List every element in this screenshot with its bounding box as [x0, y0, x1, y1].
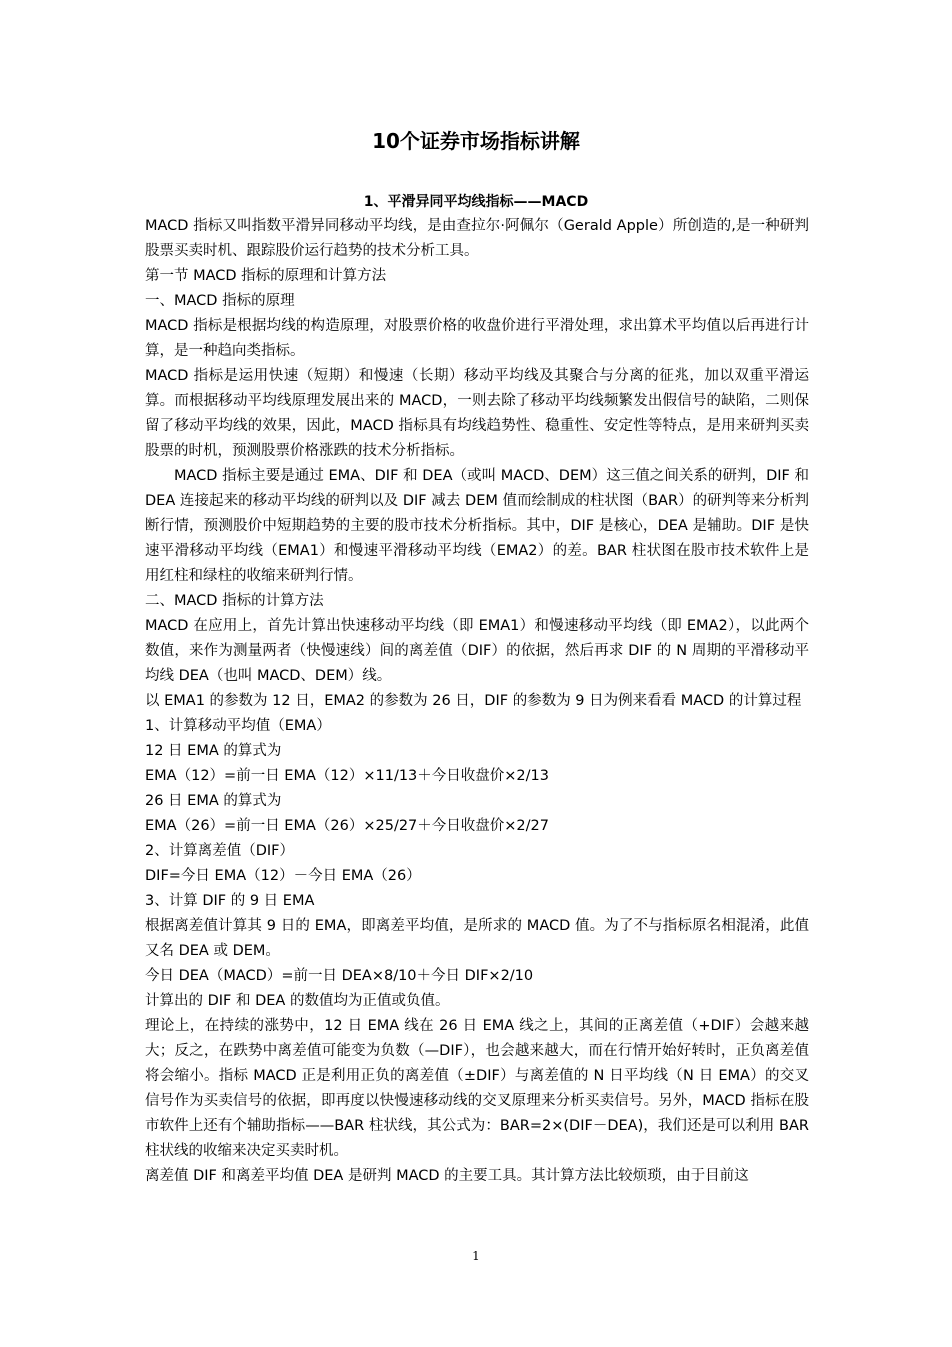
paragraph: MACD 指标是运用快速（短期）和慢速（长期）移动平均线及其聚合与分离的征兆，加以双重平滑运算。而根据移动平均线原理发展出来的 MACD，一则去除了移动平均线频繁发出假信号的缺陷，二则保留了移动平均线的效果，因此，MACD 指标具有均线趋势性、稳重性、安定性等特点，是用来研判买卖股票的时机，预测股票价格涨跌的技术分析指标。	[145, 368, 809, 459]
document-title: 10个证券市场指标讲解	[372, 129, 580, 153]
section-heading: 1、平滑异同平均线指标——MACD	[363, 194, 589, 210]
paragraph: 二、MACD 指标的计算方法	[145, 593, 324, 609]
paragraph: MACD 指标是根据均线的构造原理，对股票价格的收盘价进行平滑处理，求出算术平均值以后再进行计算，是一种趋向类指标。	[145, 318, 809, 359]
paragraph: 12 日 EMA 的算式为	[145, 743, 282, 759]
paragraph: 理论上，在持续的涨势中，12 日 EMA 线在 26 日 EMA 线之上，其间的正离差值（+DIF）会越来越大；反之，在跌势中离差值可能变为负数（—DIF），也会越来越大，而在行情开始好转时，正负离差值将会缩小。指标 MACD 正是利用正负的离差值（±DIF）与离差值的 N 日平均线（N 日 EMA）的交叉信号作为买卖信号的依据，即再度以快慢速移动线的交叉原理来分析买卖信号。另外，MACD 指标在股市软件上还有个辅助指标——BAR 柱状线，其公式为：BAR=2×(DIF－DEA)，我们还是可以利用 BAR 柱状线的收缩来决定买卖时机。	[145, 1018, 809, 1159]
paragraph: 第一节 MACD 指标的原理和计算方法	[145, 268, 387, 284]
paragraph: MACD 指标主要是通过 EMA、DIF 和 DEA（或叫 MACD、DEM）这三值之间关系的研判，DIF 和 DEA 连接起来的移动平均线的研判以及 DIF 减去 DEM 值而绘制成的柱状图（BAR）的研判等来分析判断行情，预测股价中短期趋势的主要的股市技术分析指标。其中，DIF 是核心，DEA 是辅助。DIF 是快速平滑移动平均线（EMA1）和慢速平滑移动平均线（EMA2）的差。BAR 柱状图在股市技术软件上是用红柱和绿柱的收缩来研判行情。	[145, 468, 809, 584]
page-number: 1	[472, 1249, 480, 1263]
paragraph: 离差值 DIF 和离差平均值 DEA 是研判 MACD 的主要工具。其计算方法比较烦琐，由于目前这	[145, 1168, 749, 1184]
paragraph: 根据离差值计算其 9 日的 EMA，即离差平均值，是所求的 MACD 值。为了不与指标原名相混淆，此值又名 DEA 或 DEM。	[145, 918, 809, 959]
paragraph: 2、计算离差值（DIF）	[145, 843, 295, 859]
paragraph: 26 日 EMA 的算式为	[145, 793, 282, 809]
formula: EMA（12）=前一日 EMA（12）×11/13＋今日收盘价×2/13	[145, 768, 549, 784]
paragraph: 一、MACD 指标的原理	[145, 293, 295, 309]
body-text	[145, 214, 809, 1189]
paragraph: 以 EMA1 的参数为 12 日，EMA2 的参数为 26 日，DIF 的参数为 9 日为例来看看 MACD 的计算过程	[145, 693, 802, 709]
formula: 今日 DEA（MACD）=前一日 DEA×8/10＋今日 DIF×2/10	[145, 968, 534, 984]
paragraph: MACD 指标又叫指数平滑异同移动平均线，是由查拉尔·阿佩尔（Gerald Apple）所创造的,是一种研判股票买卖时机、跟踪股价运行趋势的技术分析工具。	[145, 218, 809, 259]
paragraph: 计算出的 DIF 和 DEA 的数值均为正值或负值。	[145, 993, 450, 1009]
formula: DIF=今日 EMA（12）－今日 EMA（26）	[145, 868, 421, 884]
paragraph: 3、计算 DIF 的 9 日 EMA	[145, 893, 315, 909]
paragraph: 1、计算移动平均值（EMA）	[145, 718, 331, 734]
paragraph: MACD 在应用上，首先计算出快速移动平均线（即 EMA1）和慢速移动平均线（即 EMA2），以此两个数值，来作为测量两者（快慢速线）间的离差值（DIF）的依据，然后再求 DIF 的 N 周期的平滑移动平均线 DEA（也叫 MACD、DEM）线。	[145, 618, 809, 684]
formula: EMA（26）=前一日 EMA（26）×25/27＋今日收盘价×2/27	[145, 818, 549, 834]
